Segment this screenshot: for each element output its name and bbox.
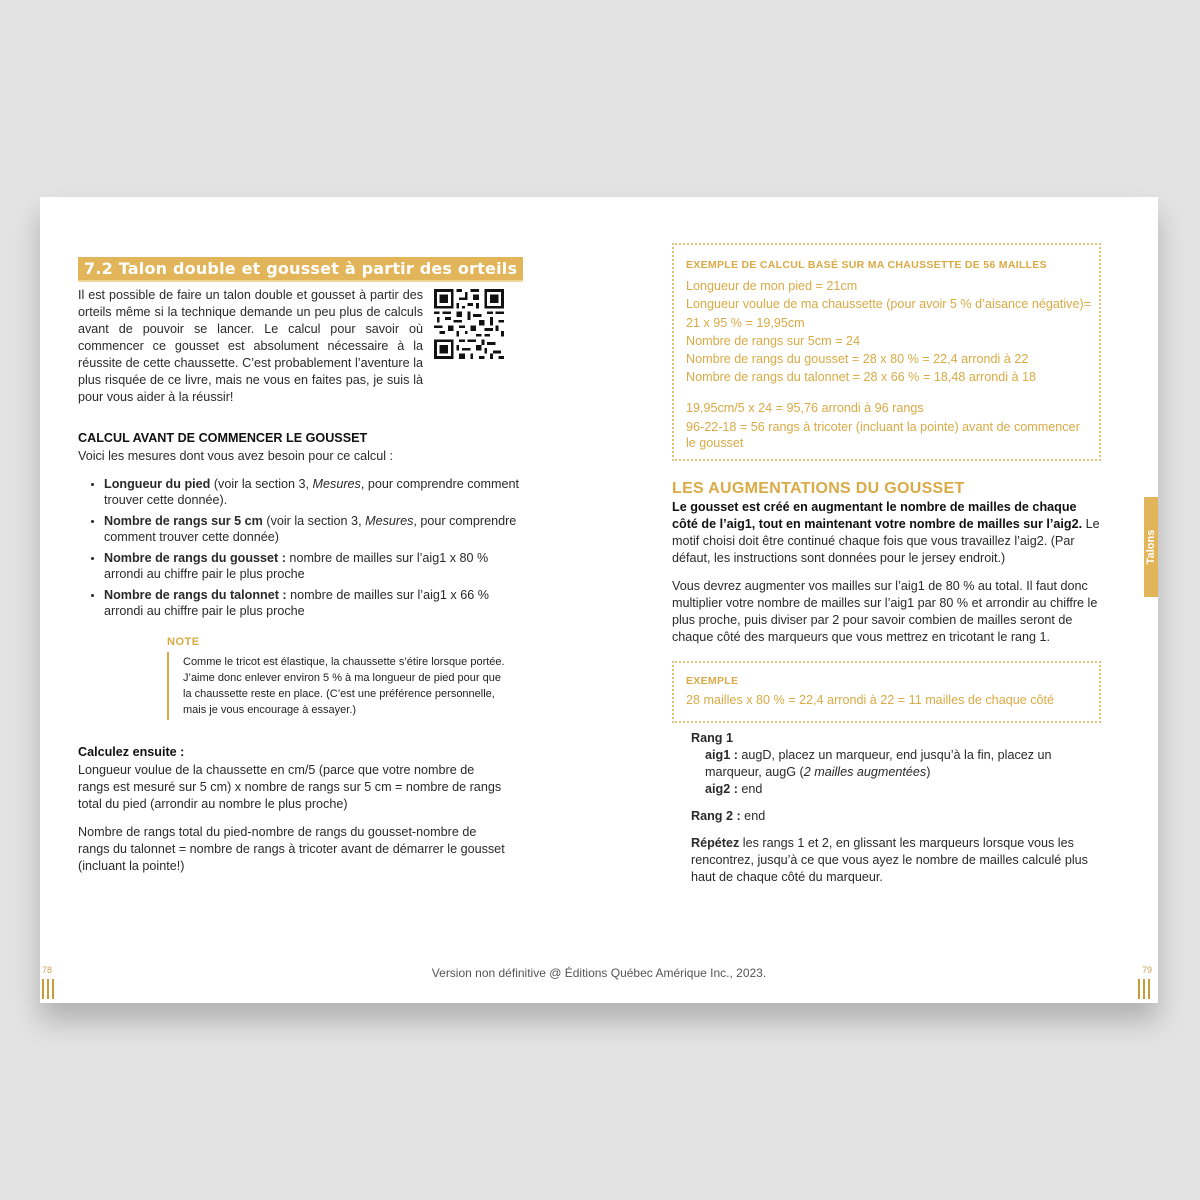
augmentations-heading: LES AUGMENTATIONS DU GOUSSET [672, 480, 965, 497]
example2-title: EXEMPLE [686, 675, 739, 687]
section-title: 7.2 Talon double et gousset à partir des orteils [84, 259, 518, 278]
repeat-instruction: Répétez les rangs 1 et 2, en glissant les marqueurs lorsque vous les rencontrez, jusqu’à ce que vous ayez le nombre de mailles calculé plus haut de chaque côté du marqueur. [691, 836, 1088, 884]
page-bars-right [1138, 979, 1152, 999]
calc3-text: Nombre de rangs total du pied-nombre de rangs du gousset-nombre de rangs du talonnet = nombre de rangs à tricoter avant de démarrer le gousset (incluant la pointe!) [78, 825, 505, 873]
example-line: 96-22-18 = 56 rangs à tricoter (incluant la pointe) avant de commencer le gousset [686, 420, 1080, 451]
section-tab-label: Talons [1145, 529, 1157, 565]
calc2-text: Longueur voulue de la chaussette en cm/5 (parce que votre nombre de rangs est mesuré sur 5 cm) x nombre de rangs sur 5 cm = nombre de rangs total du pied (arrondir au nombre le plus proche) [78, 763, 502, 811]
page-bars-left [42, 979, 56, 999]
measures-list [92, 476, 524, 624]
rang2-instruction: Rang 2 : end [691, 809, 766, 823]
example2-line: 28 mailles x 80 % = 22,4 arrondi à 22 = 11 mailles de chaque côté [686, 693, 1055, 707]
example2-box [672, 661, 1101, 723]
note-block [167, 636, 507, 720]
note-label: NOTE [167, 636, 200, 648]
list-item: • Nombre de rangs du gousset : nombre de mailles sur l’aig1 x 80 % arrondi au chiffre pair le plus proche [104, 550, 524, 582]
example-line: Nombre de rangs du talonnet = 28 x 66 % = 18,48 arrondi à 18 [686, 370, 1037, 385]
list-item: • Nombre de rangs du talonnet : nombre de mailles sur l’aig1 x 66 % arrondi au chiffre pair le plus proche [104, 587, 524, 619]
list-item: • Nombre de rangs sur 5 cm (voir la section 3, Mesures, pour comprendre comment trouver cette donnée) [104, 513, 524, 545]
calc-intro: Voici les mesures dont vous avez besoin pour ce calcul : [78, 449, 394, 463]
intro-paragraph: Il est possible de faire un talon double et gousset à partir des orteils même si la technique demande un peu plus de calculs avant de pouvoir se lancer. Le calcul pour savoir où commencer ce gousset est absolument nécessaire à la réussite de cette chaussette. C’est probablement l’aventure la plus risquée de ce livre, mais ne vous en faites pas, je suis là pour vous aider à la réussir! [78, 288, 423, 404]
aig2-instruction: aig2 : end [705, 782, 763, 796]
left-page [40, 197, 599, 1003]
augmentations-paragraph: Le gousset est créé en augmentant le nombre de mailles de chaque côté de l’aig1, tout en maintenant votre nombre de mailles sur l’aig2. Le motif choisi doit être continué chaque fois que vous travaillez l’aig2. (Par défaut, les instructions sont données pour le jersey endroit.) [672, 500, 1100, 565]
example-title: EXEMPLE DE CALCUL BASÉ SUR MA CHAUSSETTE DE 56 MAILLES [686, 259, 1047, 271]
calc-heading: CALCUL AVANT DE COMMENCER LE GOUSSET [78, 431, 368, 445]
note-text: Comme le tricot est élastique, la chaussette s’étire lorsque portée. J’aime donc enlever environ 5 % à ma longueur de pied pour que la chaussette reste en place. (C’est une préférence personnelle, mais je vous encourage à essayer.) [167, 652, 507, 720]
list-item: • Longueur du pied (voir la section 3, Mesures, pour comprendre comment trouver cette donnée). [104, 476, 524, 508]
example-line: Longueur voulue de ma chaussette (pour avoir 5 % d’aisance négative)= 21 x 95 % = 19,95cm [686, 297, 1092, 330]
section-title-bar [78, 257, 523, 282]
qr-code-icon [433, 289, 505, 359]
footer-copyright: Version non définitive @ Éditions Québec Amérique Inc., 2023. [431, 966, 767, 980]
page-number-left: 78 [42, 965, 53, 975]
example-box [672, 243, 1101, 461]
example-line: Nombre de rangs sur 5cm = 24 [686, 333, 860, 348]
book-spread [40, 197, 1158, 1003]
calc2-heading: Calculez ensuite : [78, 745, 185, 759]
example-line: Nombre de rangs du gousset = 28 x 80 % = 22,4 arrondi à 22 [686, 352, 1029, 367]
page-number-right: 79 [1141, 965, 1152, 975]
right-page [599, 197, 1158, 1003]
augmentations-paragraph-2: Vous devrez augmenter vos mailles sur l’aig1 de 80 % au total. Il faut donc multiplier votre nombre de mailles sur l’aig1 par 80 % et arrondir au chiffre le plus proche, puis diviser par 2 pour savoir combien de mailles seront de chaque côté des marqueurs que vous mettrez en tricotant le rang 1. [672, 579, 1098, 644]
section-tab [1144, 497, 1158, 597]
example-line: 19,95cm/5 x 24 = 95,76 arrondi à 96 rangs [686, 400, 924, 415]
rang1-label: Rang 1 [691, 731, 733, 745]
example-line: Longueur de mon pied = 21cm [686, 279, 858, 293]
aig1-instruction: aig1 : augD, placez un marqueur, end jusqu’à la fin, placez un marqueur, augG (2 mailles augmentées) [705, 748, 1052, 779]
